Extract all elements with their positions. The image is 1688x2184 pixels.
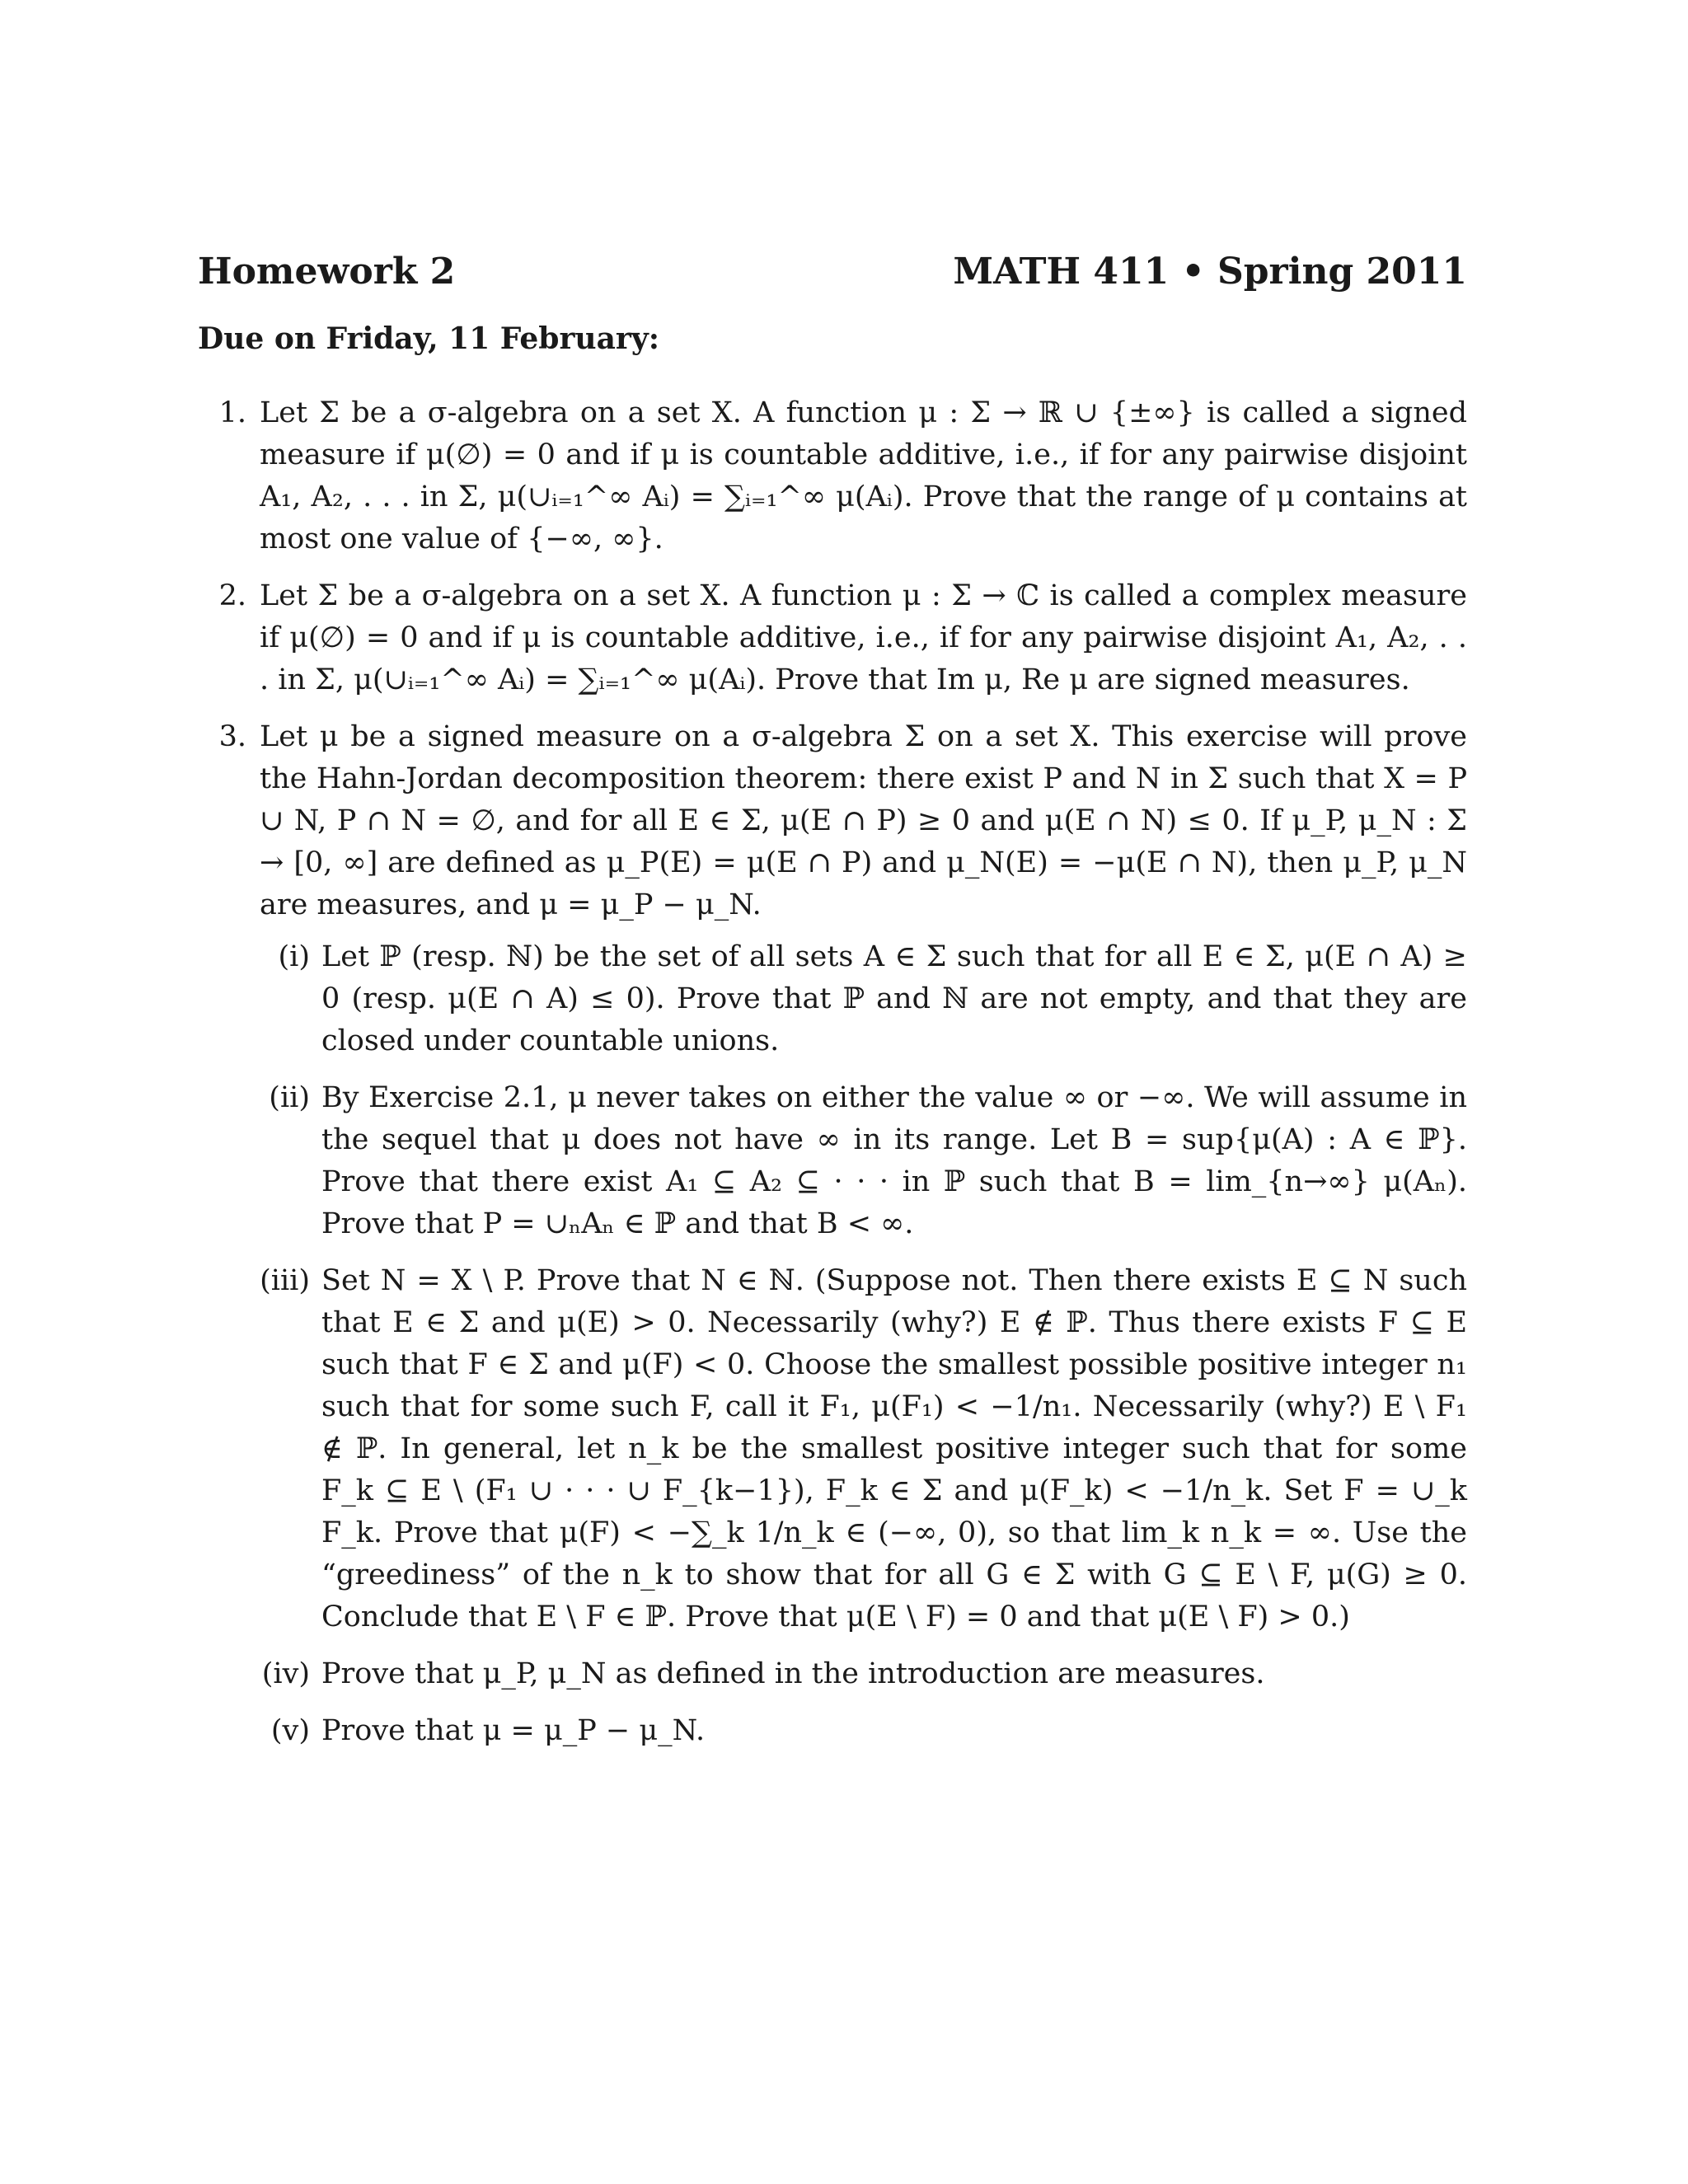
problem-body [260, 716, 1467, 1767]
problem-number: 3. [218, 720, 246, 753]
homework-page [198, 247, 1467, 1782]
course-info: MATH 411 • Spring 2011 [953, 251, 1467, 293]
subpart-ii [260, 1077, 1467, 1245]
problem-text: Let Σ be a σ-algebra on a set X. A function μ : Σ → ℝ ∪ {±∞} is called a signed measure if μ(∅) = 0 and if μ is countable additive, i.e., if for any pairwise disjoint A₁, A₂, . . . in Σ, μ(∪ᵢ₌₁^∞ Aᵢ) = ∑ᵢ₌₁^∞ μ(Aᵢ). Prove that the range of μ contains at most one value of {−∞, ∞}. [260, 396, 1467, 555]
subpart-text: By Exercise 2.1, μ never takes on either the value ∞ or −∞. We will assume in the sequel that μ does not have ∞ in its range. Let B = sup{μ(A) : A ∈ ℙ}. Prove that there exist A₁ ⊆ A₂ ⊆ · · · in ℙ such that B = lim_{n→∞} μ(Aₙ). Prove that P = ∪ₙAₙ ∈ ℙ and that B < ∞. [321, 1081, 1467, 1240]
subpart-list [260, 936, 1467, 1752]
subpart-label: (i) [278, 940, 310, 973]
problem-list [198, 392, 1467, 1767]
problem-number: 1. [218, 396, 246, 429]
problem-2 [198, 575, 1467, 701]
subpart-i [260, 936, 1467, 1062]
due-date: Due on Friday, 11 February: [198, 321, 660, 356]
subpart-iv [260, 1653, 1467, 1695]
subpart-label: (iv) [261, 1657, 310, 1690]
subpart-text: Prove that μ = μ_P − μ_N. [321, 1714, 706, 1747]
subpart-iii [260, 1260, 1467, 1638]
homework-title: Homework 2 [198, 251, 456, 293]
subpart-text: Prove that μ_P, μ_N as defined in the introduction are measures. [321, 1657, 1265, 1690]
subpart-text: Set N = X \ P. Prove that N ∈ ℕ. (Suppose not. Then there exists E ⊆ N such that E ∈ Σ and μ(E) > 0. Necessarily (why?) E ∉ ℙ. Thus there exists F ⊆ E such that F ∈ Σ and μ(F) < 0. Choose the smallest possible positive integer n₁ such that for some such F, call it F₁, μ(F₁) < −1/n₁. Necessarily (why?) E \ F₁ ∉ ℙ. In general, let n_k be the smallest positive integer such that for some F_k ⊆ E \ (F₁ ∪ · · · ∪ F_{k−1}), F_k ∈ Σ and μ(F_k) < −1/n_k. Set F = ∪_k F_k. Prove that μ(F) < −∑_k 1/n_k ∈ (−∞, 0), so that lim_k n_k = ∞. Use the “greediness” of the n_k to show that for all G ∈ Σ with G ⊆ E \ F, μ(G) ≥ 0. Conclude that E \ F ∈ ℙ. Prove that μ(E \ F) = 0 and that μ(E \ F) > 0.) [321, 1264, 1467, 1633]
problem-text: Let Σ be a σ-algebra on a set X. A function μ : Σ → ℂ is called a complex measure if μ(∅) = 0 and if μ is countable additive, i.e., if for any pairwise disjoint A₁, A₂, . . . in Σ, μ(∪ᵢ₌₁^∞ Aᵢ) = ∑ᵢ₌₁^∞ μ(Aᵢ). Prove that Im μ, Re μ are signed measures. [260, 579, 1467, 696]
header [198, 247, 1467, 297]
problem-number: 2. [218, 579, 246, 612]
problem-1 [198, 392, 1467, 560]
subpart-label: (iii) [260, 1264, 310, 1297]
problem-3 [198, 716, 1467, 1767]
problem-text: Let μ be a signed measure on a σ-algebra Σ on a set X. This exercise will prove the Hahn-Jordan decomposition theorem: there exist P and N in Σ such that X = P ∪ N, P ∩ N = ∅, and for all E ∈ Σ, μ(E ∩ P) ≥ 0 and μ(E ∩ N) ≤ 0. If μ_P, μ_N : Σ → [0, ∞] are defined as μ_P(E) = μ(E ∩ P) and μ_N(E) = −μ(E ∩ N), then μ_P, μ_N are measures, and μ = μ_P − μ_N. [260, 720, 1467, 921]
subpart-label: (ii) [269, 1081, 310, 1114]
subpart-v [260, 1710, 1467, 1752]
subpart-text: Let ℙ (resp. ℕ) be the set of all sets A ∈ Σ such that for all E ∈ Σ, μ(E ∩ A) ≥ 0 (resp. μ(E ∩ A) ≤ 0). Prove that ℙ and ℕ are not empty, and that they are closed under countable unions. [321, 940, 1467, 1057]
subpart-label: (v) [270, 1714, 310, 1747]
